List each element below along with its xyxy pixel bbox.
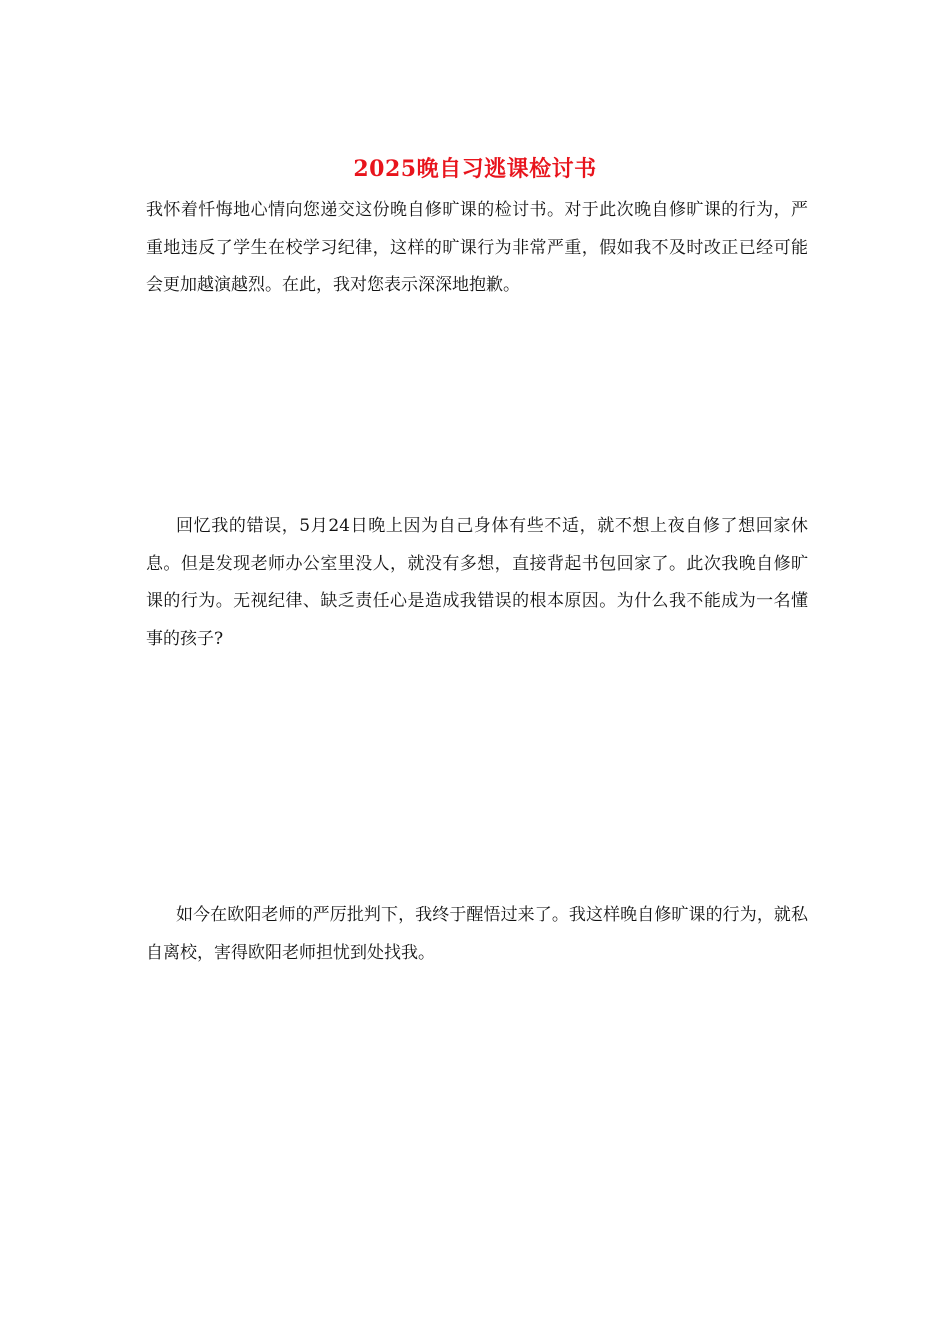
paragraph-realization: 如今在欧阳老师的严厉批判下，我终于醒悟过来了。我这样晚自修旷课的行为，就私自离校，害得欧阳老师担忧到处找我。 <box>146 905 808 963</box>
paragraph-recollection: 回忆我的错误，5月24日晚上因为自己身体有些不适，就不想上夜自修了想回家休息。但是发现老师办公室里没人，就没有多想，直接背起书包回家了。此次我晚自修旷课的行为。无视纪律、缺乏责任心是造成我错误的根本原因。为什么我不能成为一名懂事的孩子? <box>146 516 808 649</box>
document-title: 2025晚自习逃课检讨书 <box>353 156 597 182</box>
paragraph-intro: 我怀着忏悔地心情向您递交这份晚自修旷课的检讨书。对于此次晚自修旷课的行为，严重地违反了学生在校学习纪律，这样的旷课行为非常严重，假如我不及时改正已经可能会更加越演越烈。在此，我对您表示深深地抱歉。 <box>146 200 808 295</box>
